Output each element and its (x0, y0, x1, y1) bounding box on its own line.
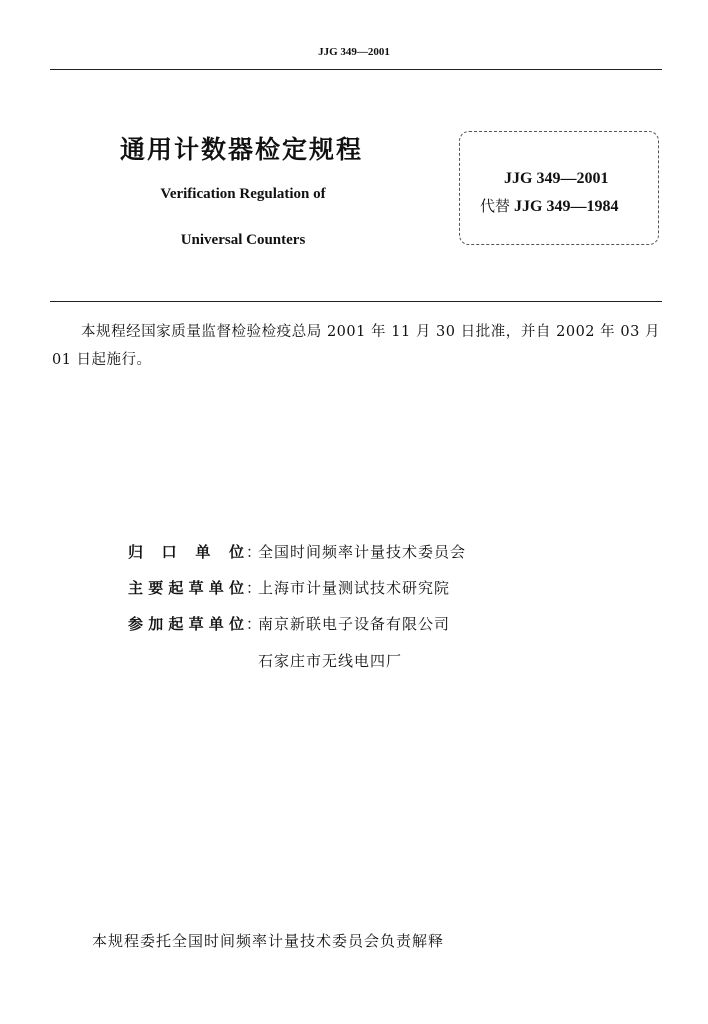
colon: ： (246, 615, 262, 633)
standard-replacement-box (459, 131, 659, 245)
participating-drafter-value-2: 石家庄市无线电四厂 (258, 652, 403, 670)
title-chinese: 通用计数器检定规程 (120, 135, 364, 164)
responsible-unit-value: 全国时间频率计量技术委员会 (258, 543, 467, 561)
section-rule (50, 301, 662, 302)
colon: ： (246, 543, 262, 561)
replaces-prefix: 代替 (480, 197, 511, 215)
standard-code: JJG 349—2001 (504, 170, 609, 187)
participating-drafter-label: 参加起草单位 (128, 615, 244, 633)
colon: ： (246, 579, 262, 597)
title-english-line2: Universal Counters (180, 232, 306, 248)
interpretation-footer: 本规程委托全国时间频率计量技术委员会负责解释 (92, 932, 445, 950)
header-standard-code: JJG 349—2001 (318, 46, 390, 58)
replaces-line (480, 195, 618, 216)
header-rule (50, 69, 662, 70)
title-english-line1: Verification Regulation of (160, 186, 326, 202)
replaced-standard-code: JJG 349—1984 (514, 198, 619, 215)
main-drafter-label: 主要起草单位 (128, 579, 244, 597)
responsible-unit-label: 归口单位 (128, 543, 244, 561)
main-drafter-value: 上海市计量测试技术研究院 (258, 579, 451, 597)
participating-drafter-value-1: 南京新联电子设备有限公司 (258, 615, 451, 633)
approval-statement: 本规程经国家质量监督检验检疫总局 2001 年 11 月 30 日批准，并自 2002 年 03 月 01 日起施行。 (52, 324, 660, 368)
